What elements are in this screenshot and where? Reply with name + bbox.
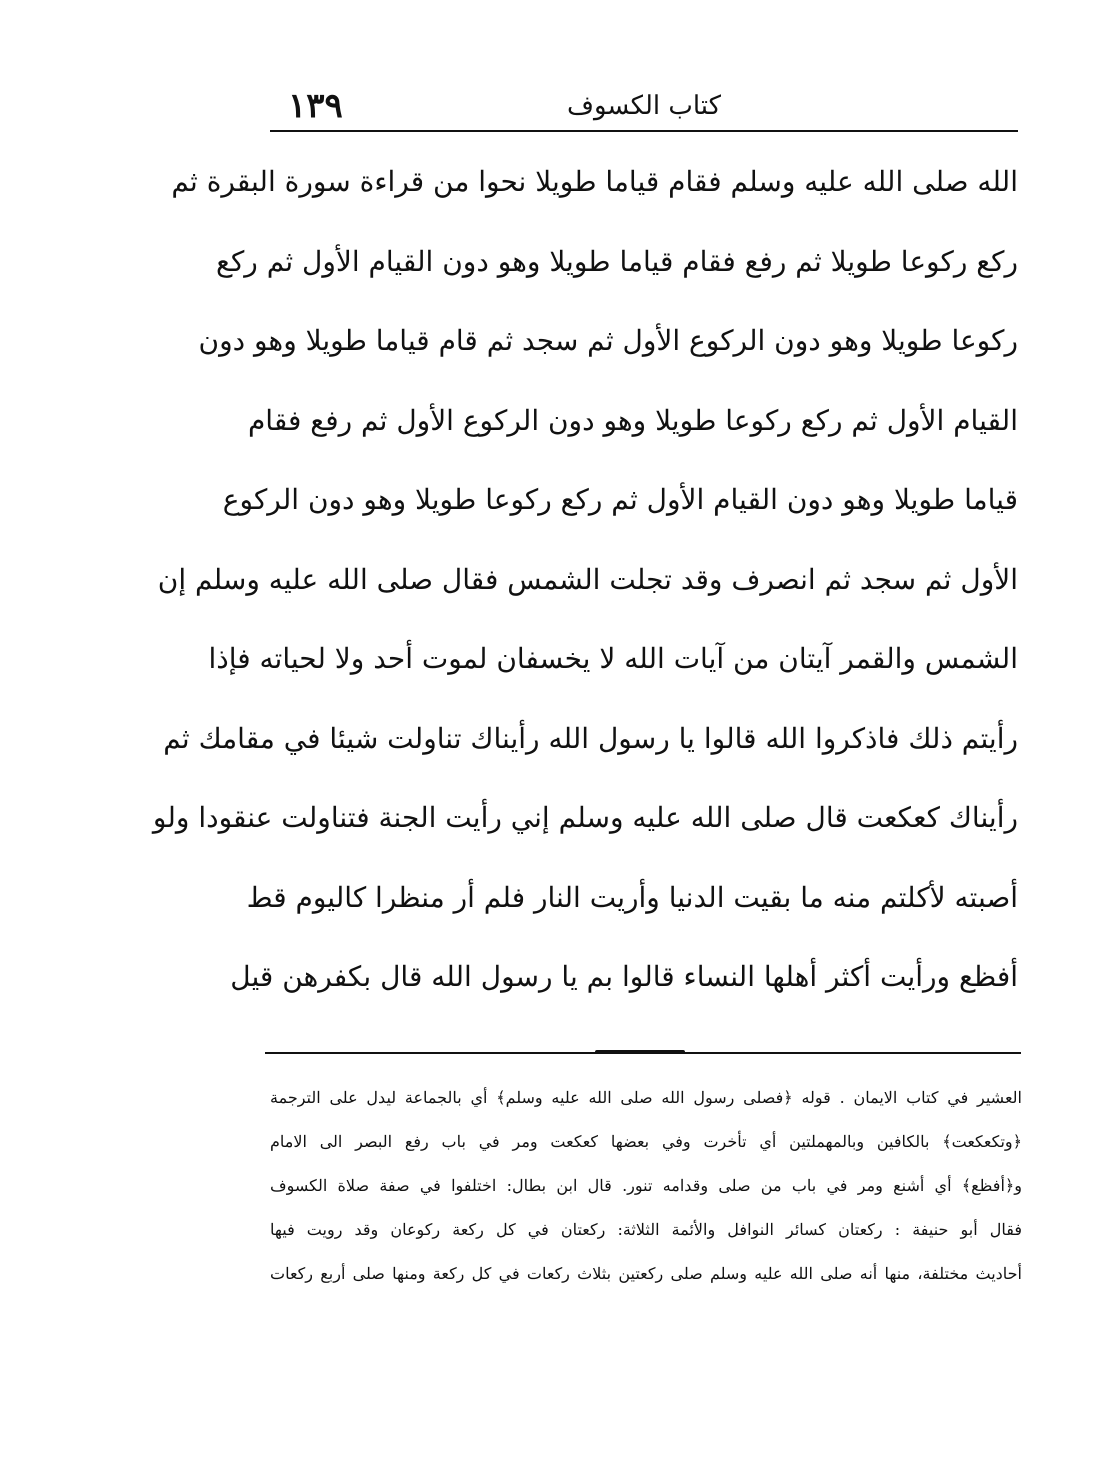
footnote-line: و﴿أفظع﴾ أي أشنع ومر في باب من صلى وقدامه تنور. قال ابن بطال: اختلفوا في صفة صلاة الكسوف: [270, 1176, 1022, 1195]
main-text-line: رأيتم ذلك فاذكروا الله قالوا يا رسول الله رأيناك تناولت شيئا في مقامك ثم: [163, 721, 1018, 755]
main-text-line: أصبته لأكلتم منه ما بقيت الدنيا وأريت النار فلم أر منظرا كاليوم قط: [246, 880, 1018, 914]
footnote-rule: [265, 1052, 1021, 1054]
page-number: ١٣٩: [288, 86, 343, 126]
running-title: كتاب الكسوف: [567, 91, 721, 121]
main-text: [152, 142, 1018, 1017]
footnote-line: فقال أبو حنيفة : ركعتان كسائر النوافل والأئمة الثلاثة: ركعتان في كل ركعة ركوعان وقد رويت فيها: [270, 1220, 1022, 1239]
main-text-line: رأيناك كعكعت قال صلى الله عليه وسلم إني رأيت الجنة فتناولت عنقودا ولو: [152, 801, 1018, 834]
main-text-line: الأول ثم سجد ثم انصرف وقد تجلت الشمس فقال صلى الله عليه وسلم إن: [157, 562, 1018, 596]
main-text-line: قياما طويلا وهو دون القيام الأول ثم ركع ركوعا طويلا وهو دون الركوع: [222, 483, 1018, 516]
footnote-line: أحاديث مختلفة، منها أنه صلى الله عليه وسلم صلى ركعتين بثلاث ركعات في كل ركعة ومنها صلى أربع ركعات: [270, 1264, 1022, 1283]
main-text-line: أفظع ورأيت أكثر أهلها النساء قالوا بم يا رسول الله قال بكفرهن قيل: [230, 960, 1018, 993]
main-text-line: الله صلى الله عليه وسلم فقام قياما طويلا نحوا من قراءة سورة البقرة ثم: [171, 165, 1018, 198]
main-text-line: ركوعا طويلا وهو دون الركوع الأول ثم سجد ثم قام قياما طويلا وهو دون: [198, 324, 1018, 357]
main-text-line: ركع ركوعا طويلا ثم رفع فقام قياما طويلا وهو دون القيام الأول ثم ركع: [216, 244, 1018, 278]
page-header: [270, 86, 1018, 126]
footnote-line: ﴿وتكعكعت﴾ بالكافين وبالمهملتين أي تأخرت وفي بعضها كعكعت ومر في باب رفع البصر الى الامام: [270, 1132, 1022, 1151]
main-text-line: القيام الأول ثم ركع ركوعا طويلا وهو دون الركوع الأول ثم رفع فقام: [247, 403, 1018, 437]
footnote-line: العشير في كتاب الايمان . قوله ﴿فصلى رسول الله صلى الله عليه وسلم﴾ أي بالجماعة ليدل على الترجمة: [270, 1088, 1022, 1107]
main-text-line: الشمس والقمر آيتان من آيات الله لا يخسفان لموت أحد ولا لحياته فإذا: [208, 642, 1018, 675]
header-rule: [270, 130, 1018, 132]
footnotes: [270, 1076, 1022, 1296]
